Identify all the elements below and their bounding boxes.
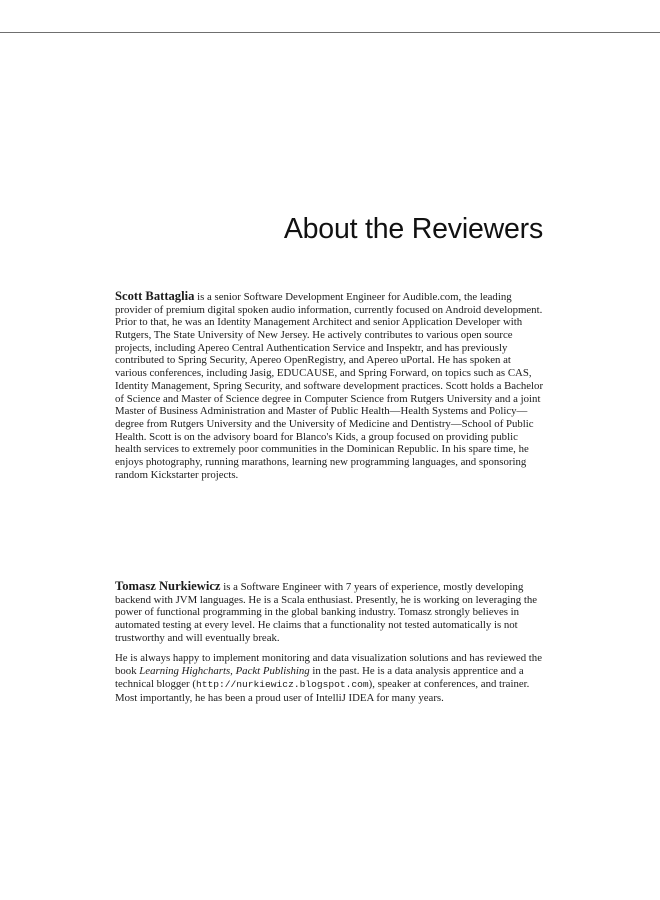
bio-paragraph (115, 652, 545, 704)
page-title: About the Reviewers (283, 213, 543, 245)
bio-paragraph (115, 580, 545, 644)
bio-text: ), speaker at conferences, and trainer. Most importantly, he has been a proud user of IntelliJ IDEA for many years. (115, 677, 530, 704)
bio-text: is a senior Software Development Engineer for Audible.com, the leading provider of premium digital spoken audio information, currently focused on Android development. Prior to that, he was an Identity Management Architect and senior Application Developer with Rutgers, The State University of New Jersey. He actively contributes to various open source projects, including Apereo Central Authentication Service and Inspektr, and has previously contributed to Spring Security, Apereo OpenRegistry, and Apereo uPortal. He has spoken at various conferences, including Jasig, EDUCAUSE, and Spring Forward, on topics such as CAS, Identity Management, Spring Security, and software development practices. Scott holds a Bachelor of Science and Master of Science degree in Computer Science from Rutgers University and a joint Master of Business Administration and Master of Public Health—Health Systems and Policy—degree from Rutgers University and the University of Medicine and Dentistry—School of Public Health. Scott is on the advisory board for Blanco's Kids, a group focused on providing public health services to extremely poor communities in the Dominican Republic. In his spare time, he enjoys photography, running marathons, learning new programming languages, and sponsoring random Kickstarter projects. (115, 291, 544, 481)
reviewer-name: Scott Battaglia (115, 289, 195, 303)
bio-text: in the past. He is a data analysis apprentice and a technical blogger ( (115, 665, 524, 690)
reviewer-name: Tomasz Nurkiewicz (115, 579, 221, 593)
bio-paragraph (115, 290, 545, 481)
reviewer-bio-tomasz-nurkiewicz (115, 580, 545, 704)
reviewer-bio-scott-battaglia (115, 290, 545, 481)
book-title: Learning Highcharts, Packt Publishing (139, 665, 310, 678)
header-rule (0, 32, 660, 33)
blog-url: http://nurkiewicz.blogspot.com (195, 678, 369, 690)
bio-text: He is always happy to implement monitoring and data visualization solutions and has reviewed the book (115, 652, 542, 678)
bio-text: is a Software Engineer with 7 years of experience, mostly developing backend with JVM languages. He is a Scala enthusiast. Presently, he is working on leveraging the power of functional programming in the global banking industry. Tomasz strongly believes in automated testing at every level. He claims that a functionality not tested automatically is not trustworthy and will eventually break. (115, 581, 538, 644)
